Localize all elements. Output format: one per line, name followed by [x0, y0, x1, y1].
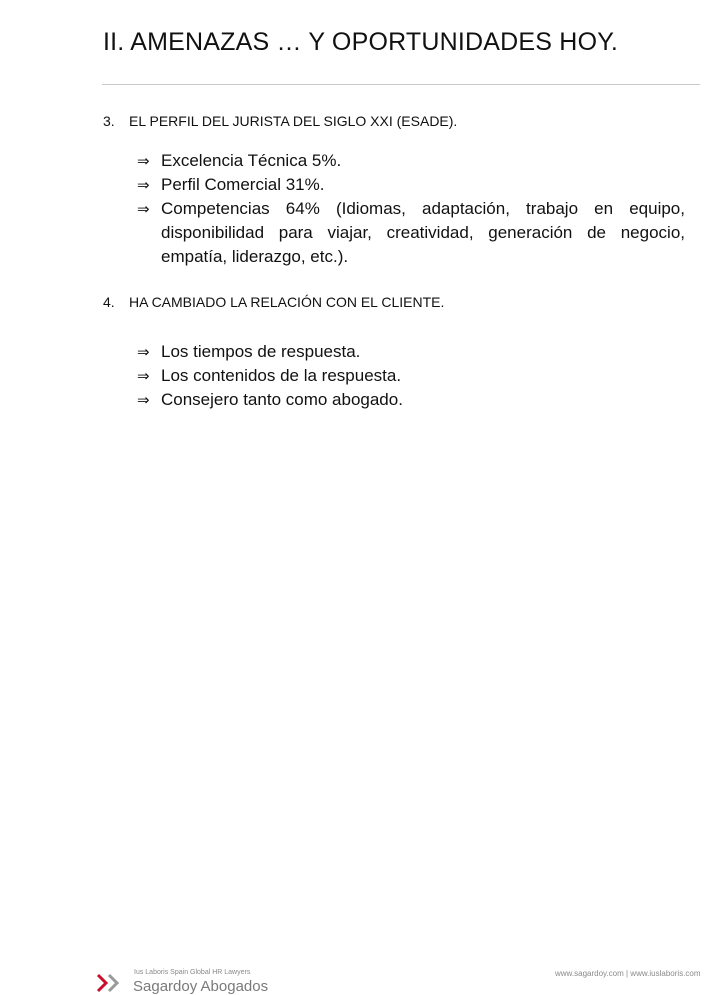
logo-tagline: Ius Laboris Spain Global HR Lawyers — [134, 969, 251, 976]
bullet-text: Excelencia Técnica 5%. — [161, 151, 342, 170]
list-item — [137, 388, 685, 412]
section-3-bullet-list — [137, 149, 685, 269]
list-item — [137, 149, 685, 173]
bullet-text: Los contenidos de la respuesta. — [161, 366, 402, 385]
double-arrow-icon: ⇒ — [137, 200, 150, 218]
bullet-text: Perfil Comercial 31%. — [161, 175, 325, 194]
list-item — [137, 197, 685, 269]
list-item — [137, 364, 685, 388]
list-item — [137, 173, 685, 197]
double-arrow-icon: ⇒ — [137, 343, 150, 361]
section-3-number: 3. — [103, 113, 115, 129]
double-arrow-icon: ⇒ — [137, 152, 150, 170]
bullet-text: Los tiempos de respuesta. — [161, 342, 361, 361]
bullet-text: Consejero tanto como abogado. — [161, 390, 403, 409]
section-4-title: HA CAMBIADO LA RELACIÓN CON EL CLIENTE. — [129, 294, 445, 310]
double-arrow-icon: ⇒ — [137, 391, 150, 409]
logo-name: Sagardoy Abogados — [133, 978, 269, 995]
bullet-text: Competencias 64% (Idiomas, adaptación, trabajo en equipo, disponibilidad para viajar, creatividad, generación de negocio, empatía, liderazgo, etc.). — [161, 199, 685, 266]
footer-links: www.sagardoy.com | www.iuslaboris.com — [555, 969, 701, 978]
footer — [0, 480, 720, 995]
slide-title: II. AMENAZAS … Y OPORTUNIDADES HOY. — [103, 28, 619, 56]
double-arrow-icon: ⇒ — [137, 367, 150, 385]
double-arrow-icon: ⇒ — [137, 176, 150, 194]
sagardoy-logo-icon — [96, 972, 122, 994]
section-4-number: 4. — [103, 294, 115, 310]
section-3-title: EL PERFIL DEL JURISTA DEL SIGLO XXI (ESADE). — [129, 113, 458, 129]
section-4-heading — [103, 294, 444, 310]
list-item — [137, 340, 685, 364]
title-divider — [102, 84, 700, 85]
section-3-heading — [103, 113, 457, 129]
section-4-bullet-list — [137, 340, 685, 412]
